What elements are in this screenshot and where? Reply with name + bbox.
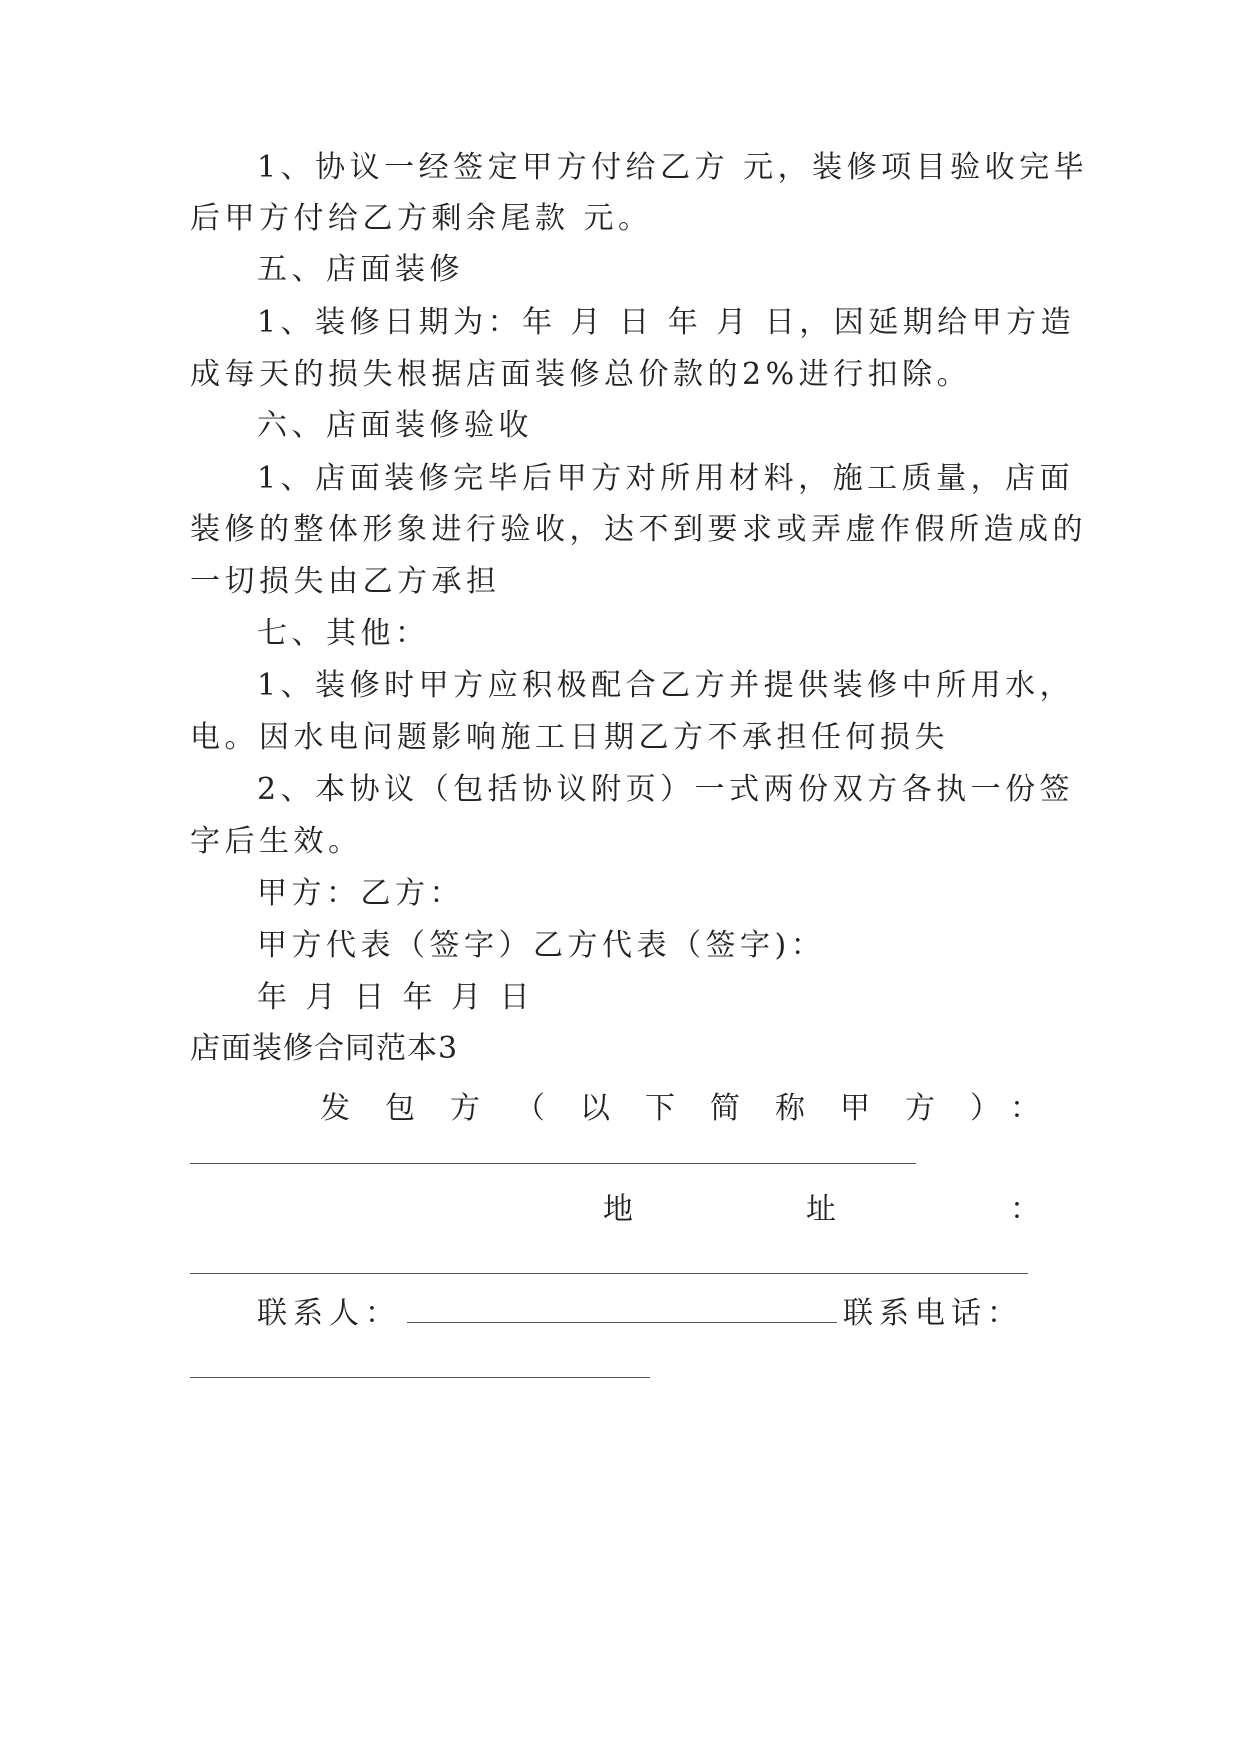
section-heading: 五、店面装修 [257,252,464,287]
address-label-char: 地 [603,1192,633,1227]
paragraph-line: 后甲方付给乙方剩余尾款 元。 [190,201,653,236]
section-heading: 六、店面装修验收 [257,408,533,443]
paragraph-line: 1、装修日期为：年 月 日 年 月 日，因延期给甲方造 [257,305,1076,340]
paragraph-line: 成每天的损失根据店面装修总价款的2%进行扣除。 [190,357,972,392]
address-label-char: 址 [806,1192,836,1227]
paragraph-line: 2、本协议（包括协议附页）一式两份双方各执一份签 [257,772,1075,807]
date-line: 年 月 日 年 月 日 [257,980,535,1015]
signature-line: 甲方代表（签字）乙方代表（签字)： [257,928,826,963]
paragraph-line: 电。因水电问题影响施工日期乙方不承担任何损失 [190,720,949,755]
paragraph-line: 1、装修时甲方应积极配合乙方并提供装修中所用水， [257,668,1075,703]
contact-line [257,1294,1077,1334]
paragraph-line: 装修的整体形象进行验收，达不到要求或弄虚作假所造成的 [190,512,1087,547]
address-colon: ： [1010,1192,1040,1227]
contact-phone-label: 联系电话： [843,1296,1023,1331]
section-heading: 七、其他： [257,616,430,651]
contractor-fill-line [190,1163,916,1164]
paragraph-line: 1、协议一经签定甲方付给乙方 元，装修项目验收完毕 [257,150,1089,185]
section-title: 店面装修合同范本3 [190,1031,459,1066]
contact-person-label: 联系人： [257,1296,401,1331]
contractor-colon: ： [1010,1091,1040,1126]
paragraph-line: 字后生效。 [190,824,363,859]
address-fill-line [190,1273,1028,1274]
contractor-label: 发 包 方 （ 以 下 简 称 甲 方 ） [320,1091,1000,1126]
contact-person-fill [407,1296,837,1323]
paragraph-line: 1、店面装修完毕后甲方对所用材料，施工质量，店面 [257,461,1075,496]
signature-line: 甲方：乙方： [257,876,464,911]
phone-fill-line [190,1377,650,1378]
paragraph-line: 一切损失由乙方承担 [190,564,501,599]
